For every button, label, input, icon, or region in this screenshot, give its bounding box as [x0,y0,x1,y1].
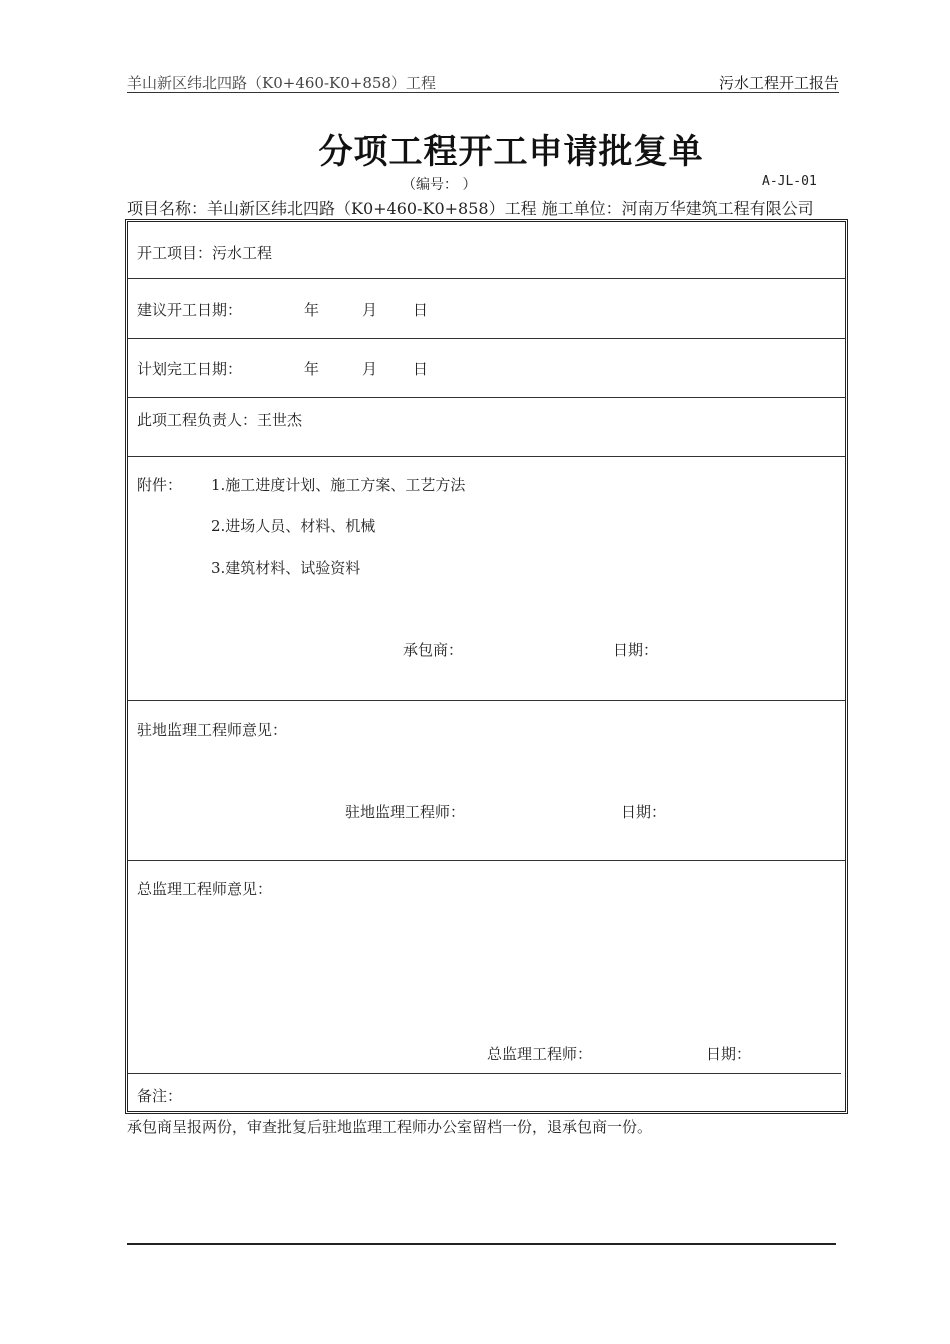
project-info-line: 项目名称：羊山新区纬北四路（K0+460-K0+858）工程 施工单位：河南万华建筑工程有限公司 [127,199,814,218]
contractor-signature-label: 承包商： [403,641,464,659]
attachments-label: 附件： [137,476,183,494]
row-divider [128,338,845,339]
attachment-item: 3.建筑材料、试验资料 [211,559,361,577]
planned-completion-date-label: 计划完工日期： [137,360,243,378]
page-title: 分项工程开工申请批复单 [318,132,704,172]
header-project-name: 羊山新区纬北四路（K0+460-K0+858）工程 [127,74,436,92]
serial-number-label: （编号： ） [402,177,477,193]
row-divider [128,1073,841,1074]
start-year-label: 年 [304,301,320,319]
contractor-date-label: 日期： [613,641,659,659]
chief-engineer-date-label: 日期： [706,1045,752,1063]
end-year-label: 年 [304,360,320,378]
row-divider [128,456,845,457]
row-divider [128,278,845,279]
start-item-field: 开工项目：污水工程 [137,244,273,262]
attachment-item: 2.进场人员、材料、机械 [211,517,376,535]
form-table [125,219,848,1114]
row-divider [128,397,845,398]
resident-engineer-signature-label: 驻地监理工程师： [345,803,466,821]
header-report-type: 污水工程开工报告 [718,74,839,92]
row-divider [128,700,845,701]
form-code: A-JL-01 [762,174,817,189]
responsible-person-field: 此项工程负责人：王世杰 [137,411,303,429]
end-month-label: 月 [362,360,378,378]
remarks-label: 备注： [137,1087,183,1105]
start-day-label: 日 [413,301,429,319]
bottom-divider [127,1243,836,1245]
attachment-item: 1.施工进度计划、施工方案、工艺方法 [211,476,466,494]
footnote: 承包商呈报两份，审查批复后驻地监理工程师办公室留档一份，退承包商一份。 [127,1118,653,1136]
resident-engineer-opinion-label: 驻地监理工程师意见： [137,721,288,739]
suggested-start-date-label: 建议开工日期： [137,301,243,319]
resident-engineer-date-label: 日期： [621,803,667,821]
chief-engineer-opinion-label: 总监理工程师意见： [137,880,273,898]
start-month-label: 月 [362,301,378,319]
header-divider [127,92,839,93]
chief-engineer-signature-label: 总监理工程师： [487,1045,593,1063]
end-day-label: 日 [413,360,429,378]
row-divider [128,860,845,861]
